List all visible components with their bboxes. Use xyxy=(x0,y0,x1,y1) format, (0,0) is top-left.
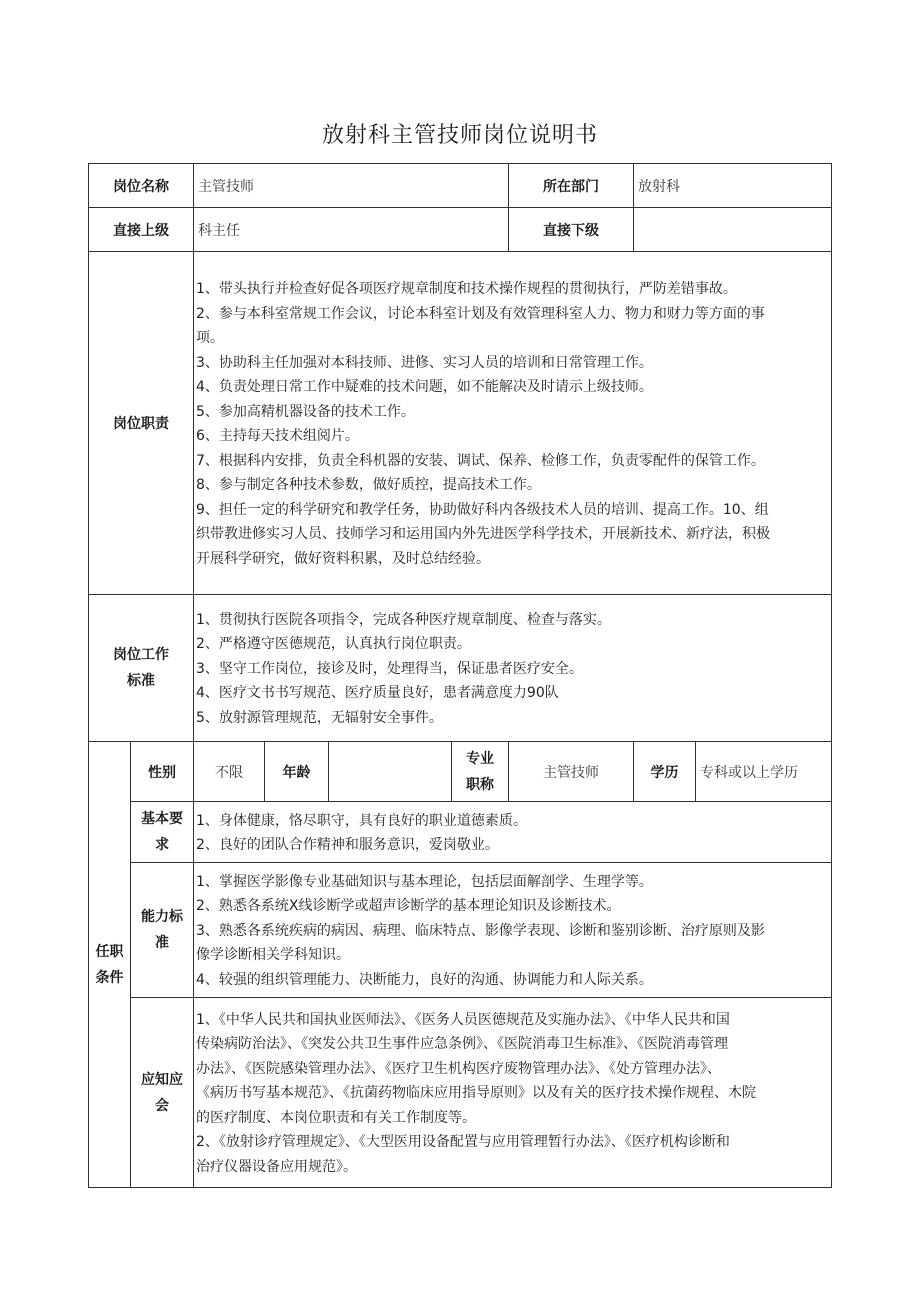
ability-label-line1: 能力标 xyxy=(141,909,183,925)
knowledge-label-line1: 应知应 xyxy=(141,1071,183,1088)
education-label: 学历 xyxy=(634,742,696,802)
knowledge-label-line2: 会 xyxy=(155,1097,169,1114)
standards-label-line1: 岗位工作 xyxy=(113,647,169,663)
standard-line: 3、坚守工作岗位，接诊及时，处理得当，保证患者医疗安全。 xyxy=(196,660,583,677)
standard-line: 1、贯彻执行医院各项指令，完成各种医疗规章制度、检查与落实。 xyxy=(196,611,611,628)
ability-line: 4、较强的组织管理能力、决断能力，良好的沟通、协调能力和人际关系。 xyxy=(196,971,653,988)
duty-line: 开展科学研究，做好资料积累，及时总结经验。 xyxy=(196,550,490,567)
professional-title-value: 主管技师 xyxy=(509,742,634,802)
ability-line: 2、熟悉各系统X线诊断学或超声诊断学的基本理论知识及诊断技术。 xyxy=(196,898,621,915)
knowledge-line: 2、《放射诊疗管理规定》、《大型医用设备配置与应用管理暂行办法》、《医疗机构诊断和 xyxy=(196,1134,730,1151)
duty-line: 项。 xyxy=(196,330,224,346)
ability-line: 3、熟悉各系统疾病的病因、病理、临床特点、影像学表现、诊断和鉴别诊断、治疗原则及影 xyxy=(196,922,765,939)
duty-line: 3、协助科主任加强对本科技师、进修、实习人员的培训和日常管理工作。 xyxy=(196,354,653,371)
ability-standards-content xyxy=(194,863,832,998)
basic-label-line1: 基本要 xyxy=(141,811,183,827)
duty-line: 7、根据科内安排，负责全科机器的安装、调试、保养、检修工作，负责零配件的保管工作。 xyxy=(196,452,765,469)
duty-line: 8、参与制定各种技术参数，做好质控，提高技术工作。 xyxy=(196,477,541,493)
direct-subordinate-label: 直接下级 xyxy=(509,208,634,252)
direct-subordinate-value xyxy=(634,208,832,252)
position-name-label: 岗位名称 xyxy=(89,164,194,208)
duties-label: 岗位职责 xyxy=(89,252,194,595)
gender-value: 不限 xyxy=(194,742,265,802)
duty-line: 织带教进修实习人员、技师学习和运用国内外先进医学科学技术，开展新技术、新疗法，积极 xyxy=(196,526,770,542)
knowledge-line: 传染病防治法》、《突发公共卫生事件应急条例》、《医院消毒卫生标准》、《医院消毒管理 xyxy=(196,1036,728,1053)
basic-requirements-label xyxy=(131,802,194,863)
department-label: 所在部门 xyxy=(509,164,634,208)
qualifications-label xyxy=(89,742,131,1188)
duty-line: 9、担任一定的科学研究和教学任务，协助做好科内各级技术人员的培训、提高工作。10、组 xyxy=(196,501,769,518)
duty-line: 1、带头执行并检查好促各项医疗规章制度和技术操作规程的贯彻执行，严防差错事故。 xyxy=(196,281,737,297)
duty-line: 5、参加高精机器设备的技术工作。 xyxy=(196,403,415,420)
duty-line: 4、负责处理日常工作中疑难的技术问题，如不能解决及时请示上级技师。 xyxy=(196,379,653,395)
duties-content xyxy=(194,252,832,595)
professional-title-label-line1: 专业 xyxy=(466,750,494,767)
ability-standards-label xyxy=(131,863,194,998)
standard-line: 2、严格遵守医德规范，认真执行岗位职责。 xyxy=(196,636,471,653)
age-value xyxy=(329,742,452,802)
standard-line: 5、放射源管理规范，无辐射安全事件。 xyxy=(196,709,443,726)
duty-line: 6、主持每天技术组阅片。 xyxy=(196,428,359,444)
ability-line: 1、掌握医学影像专业基础知识与基本理论，包括层面解剖学、生理学等。 xyxy=(196,873,653,890)
professional-title-label xyxy=(452,742,509,802)
document-title: 放射科主管技师岗位说明书 xyxy=(321,123,598,148)
basic-label-line2: 求 xyxy=(155,837,169,853)
basic-line: 1、身体健康，恪尽职守，具有良好的职业道德素质。 xyxy=(196,812,527,829)
basic-requirements-content xyxy=(194,802,832,863)
duty-line: 2、参与本科室常规工作会议，讨论本科室计划及有效管理科室人力、物力和财力等方面的事 xyxy=(196,305,765,322)
knowledge-content xyxy=(194,998,832,1188)
basic-line: 2、良好的团队合作精神和服务意识，爱岗敬业。 xyxy=(196,837,499,853)
age-label: 年龄 xyxy=(265,742,329,802)
job-description-table xyxy=(88,163,832,1188)
ability-line: 像学诊断相关学科知识。 xyxy=(196,947,350,964)
knowledge-line: 《病历书写基本规范》、《抗菌药物临床应用指导原则》以及有关的医疗技术操作规程、木院 xyxy=(196,1085,756,1102)
ability-label-line2: 准 xyxy=(155,935,169,951)
education-value: 专科或以上学历 xyxy=(696,742,832,802)
standards-label xyxy=(89,595,194,742)
knowledge-line: 办法》、《医院感染管理办法》、《医疗卫生机构医疗废物管理办法》、《处方管理办法》、 xyxy=(196,1060,721,1077)
qualifications-label-line2: 条件 xyxy=(95,969,124,986)
qualifications-label-line1: 任职 xyxy=(95,943,124,960)
direct-superior-value: 科主任 xyxy=(194,208,509,252)
position-name-value: 主管技师 xyxy=(194,164,509,208)
professional-title-label-line2: 职称 xyxy=(466,776,494,793)
gender-label: 性别 xyxy=(131,742,194,802)
knowledge-line: 治疗仪器设备应用规范》。 xyxy=(196,1158,357,1175)
standard-line: 4、医疗文书书写规范、医疗质量良好，患者满意度力90队 xyxy=(196,685,559,702)
knowledge-label xyxy=(131,998,194,1188)
standards-content xyxy=(194,595,832,742)
standards-label-line2: 标准 xyxy=(127,673,155,689)
department-value: 放射科 xyxy=(634,164,832,208)
knowledge-line: 的医疗制度、本岗位职责和有关工作制度等。 xyxy=(196,1109,476,1126)
knowledge-line: 1、《中华人民共和国执业医师法》、《医务人员医德规范及实施办法》、《中华人民共和国 xyxy=(196,1011,730,1028)
direct-superior-label: 直接上级 xyxy=(89,208,194,252)
